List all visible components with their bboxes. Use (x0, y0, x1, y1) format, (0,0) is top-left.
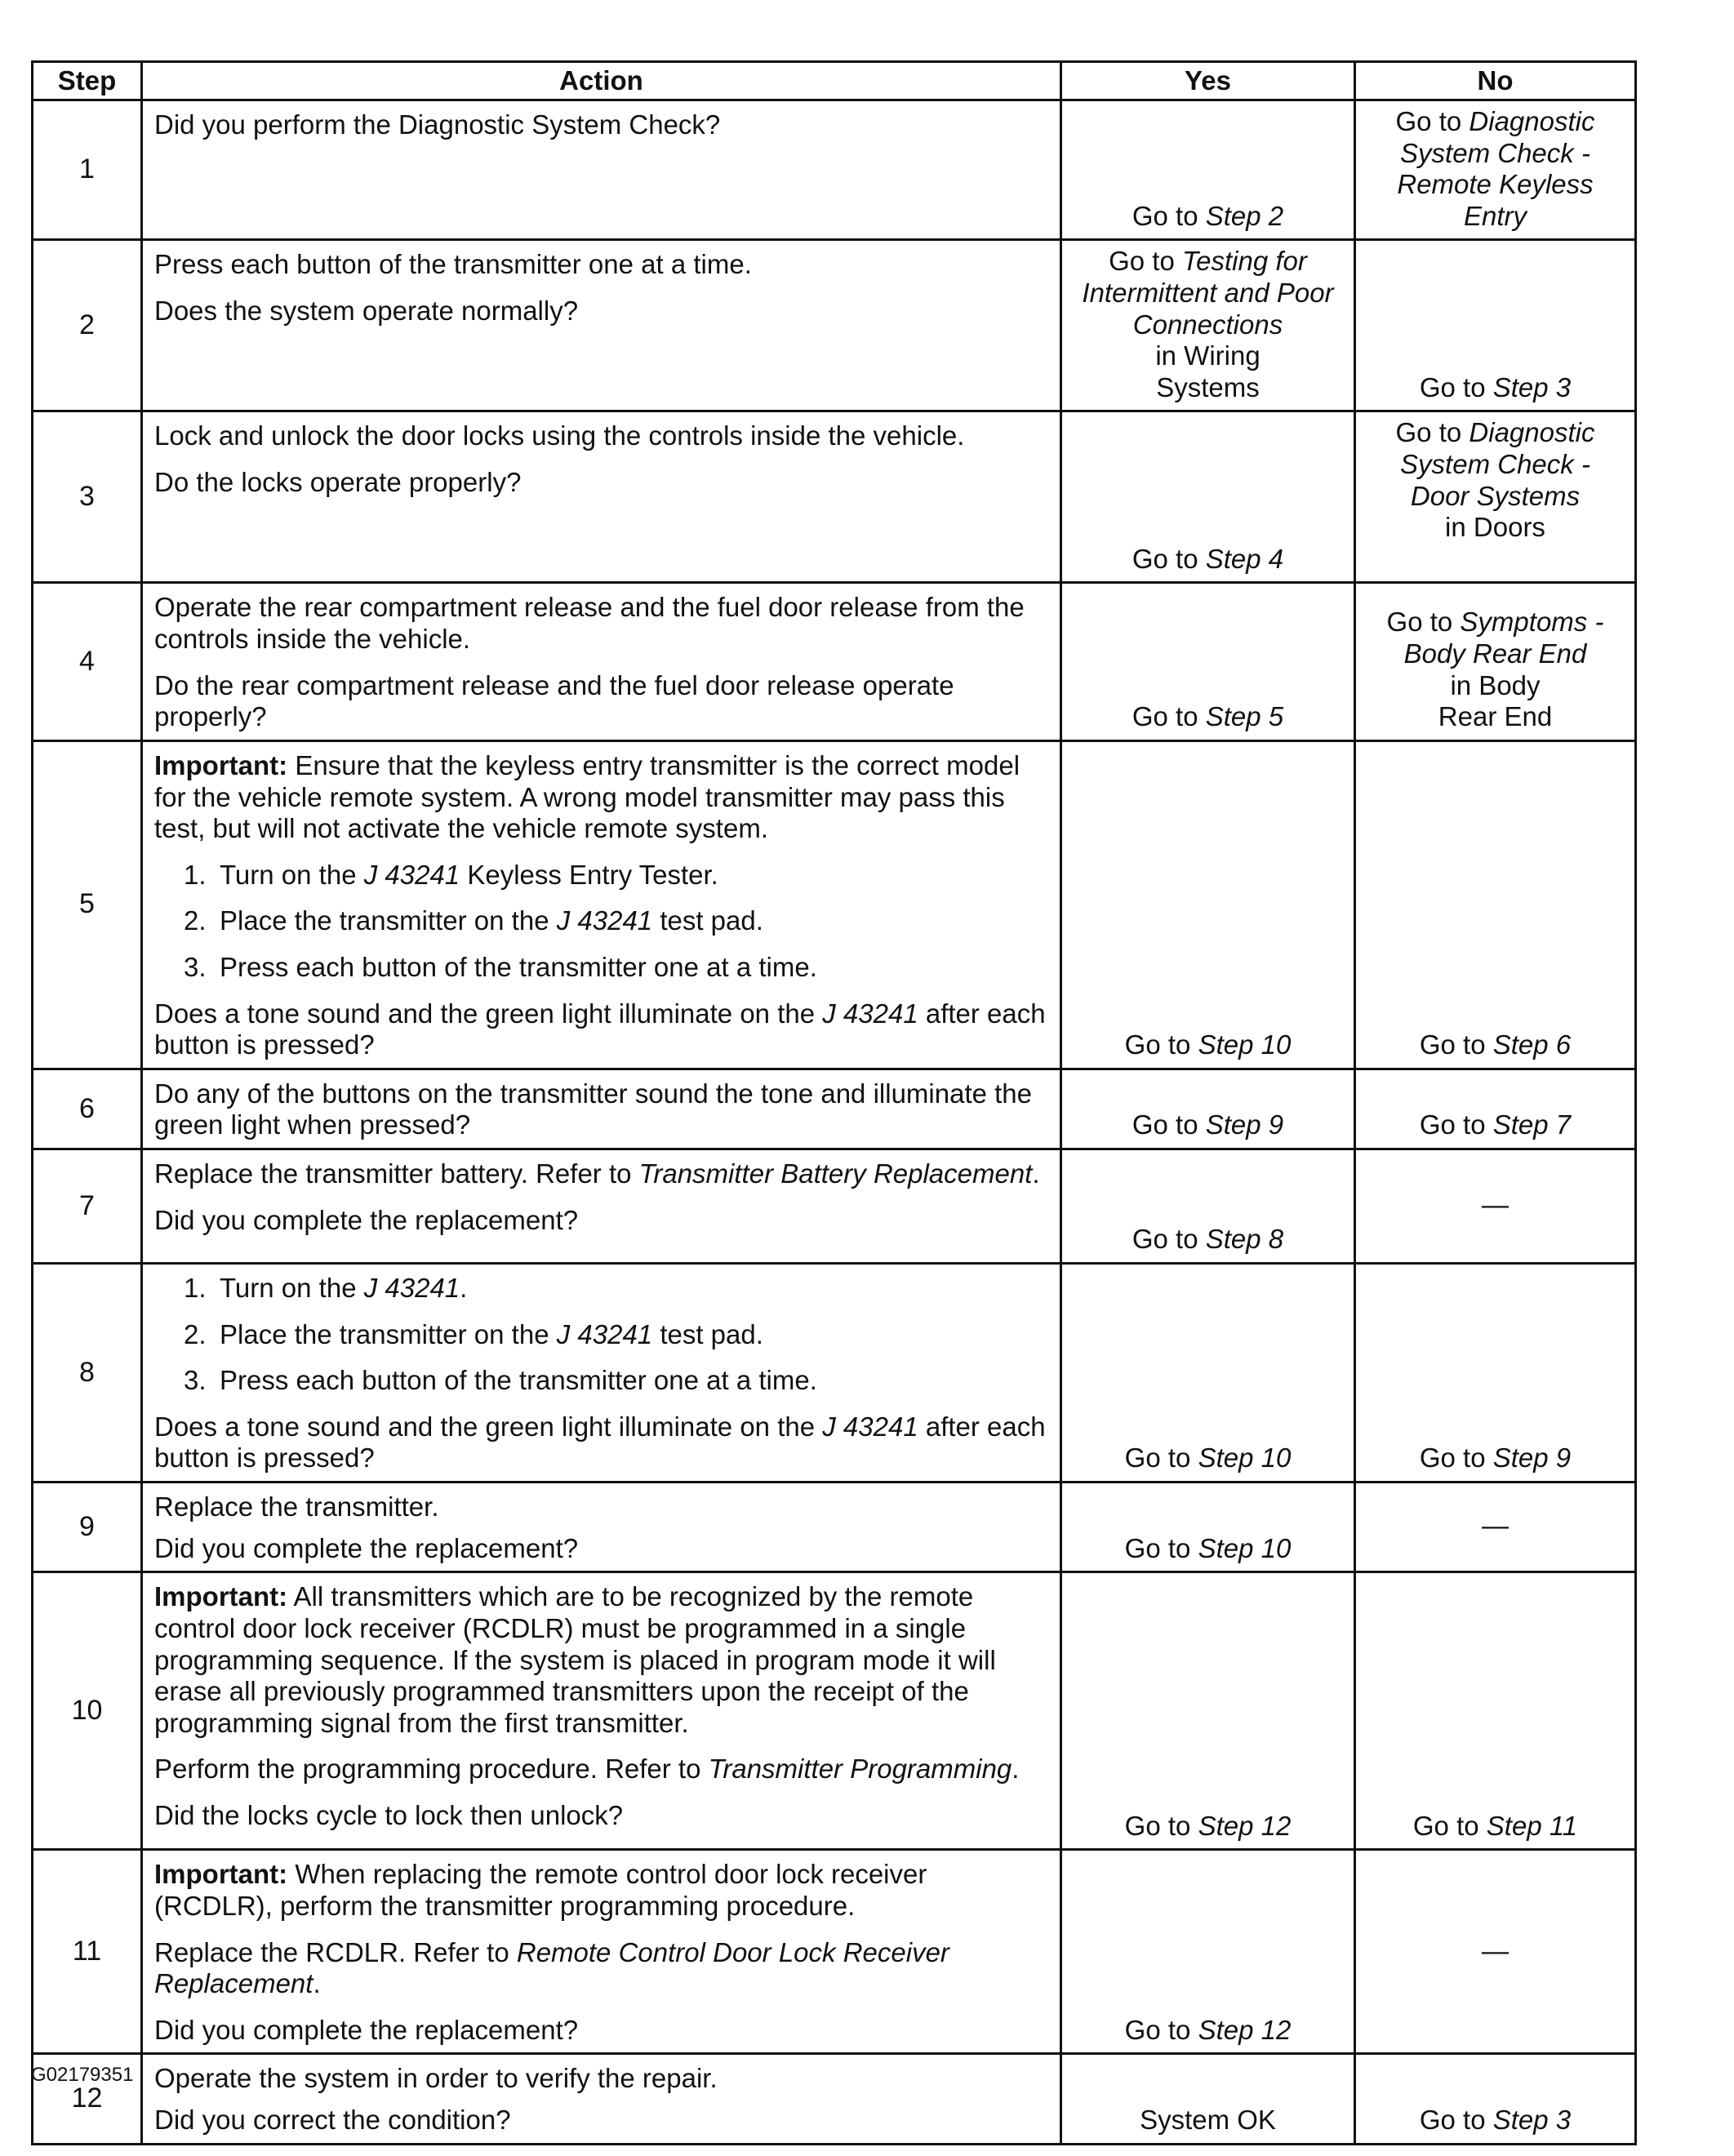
no-cell (1355, 1572, 1636, 1850)
reference-link[interactable]: Diagnostic (1469, 417, 1595, 448)
header-action: Action (142, 62, 1061, 100)
action-cell (142, 583, 1061, 740)
action-text (154, 1158, 1048, 1190)
action-cell (142, 2054, 1061, 2144)
step-link[interactable]: Step 8 (1205, 1224, 1284, 1255)
yes-text: Go to (1124, 1443, 1198, 1474)
action-question: Did the locks cycle to lock then unlock? (154, 1799, 624, 1830)
question-text: after each button is pressed? (154, 1411, 1046, 1474)
action-question: Did you complete the replacement? (154, 1204, 579, 1235)
action-text (154, 1754, 1048, 1785)
tool-reference: J 43241 (822, 998, 918, 1029)
no-text: Go to (1419, 1443, 1493, 1474)
important-text: Ensure that the keyless entry transmitter is the correct model for the vehicle remote system. A wrong model transmitter may pass this test, but will not activate the vehicle remote system. (154, 749, 1020, 844)
action-text (154, 1937, 1048, 2000)
action-question: Did you complete the replacement? (154, 1532, 579, 1563)
action-question: Do any of the buttons on the transmitter sound the tone and illuminate the green light when pressed? (154, 1078, 1033, 1140)
yes-text: Systems (1156, 371, 1260, 402)
action-question: Do the rear compartment release and the fuel door release operate properly? (154, 669, 954, 732)
no-cell (1355, 1850, 1636, 2054)
list-item (154, 1319, 1048, 1351)
reference-link[interactable]: Testing for (1182, 246, 1307, 277)
step-link[interactable]: Step 12 (1198, 2014, 1292, 2045)
list-number: 3. (184, 1365, 207, 1396)
yes-cell (1061, 1149, 1355, 1264)
table-row (33, 1264, 1636, 1483)
question-text: Does a tone sound and the green light illuminate on the (154, 1411, 823, 1442)
important-note (154, 1859, 1048, 1922)
table-row (33, 100, 1636, 240)
action-cell (142, 100, 1061, 240)
step-link[interactable]: Step 5 (1205, 701, 1284, 732)
no-cell (1355, 240, 1636, 411)
step-link[interactable]: Step 3 (1492, 371, 1572, 402)
action-segment: . (313, 1968, 321, 1999)
action-cell (142, 411, 1061, 583)
step-link[interactable]: Step 6 (1492, 1029, 1572, 1060)
list-item (154, 952, 1048, 984)
important-note (154, 1581, 1048, 1739)
step-number: 1 (33, 100, 142, 240)
yes-text: Go to (1124, 1029, 1198, 1060)
action-question (154, 998, 1048, 1061)
dash-text: — (1482, 1510, 1509, 1541)
no-cell (1355, 1264, 1636, 1483)
reference-link[interactable]: Diagnostic (1469, 106, 1595, 136)
tool-reference: J 43241 (556, 1318, 653, 1349)
yes-text: Go to (1109, 246, 1182, 277)
important-label: Important: (154, 1859, 288, 1890)
action-question: Do the locks operate properly? (154, 467, 522, 498)
no-text: Go to (1419, 1029, 1493, 1060)
no-text: in Doors (1445, 512, 1545, 543)
action-question: Did you correct the condition? (154, 2104, 511, 2135)
no-text: Go to (1412, 1810, 1487, 1841)
yes-cell (1061, 1850, 1355, 2054)
action-segment: . (1012, 1754, 1020, 1785)
list-text: Press each button of the transmitter one at a time. (220, 951, 817, 982)
question-text: after each button is pressed? (154, 998, 1046, 1060)
list-number: 2. (184, 905, 207, 936)
action-cell (142, 1264, 1061, 1483)
step-number: 10 (33, 1572, 142, 1850)
list-text: Place the transmitter on the (220, 1318, 557, 1349)
reference-link[interactable]: Symptoms - (1460, 607, 1604, 638)
step-number: 11 (33, 1850, 142, 2054)
step-number: 4 (33, 583, 142, 740)
list-text: . (460, 1273, 468, 1304)
reference-link[interactable]: Entry (1463, 200, 1527, 231)
no-cell (1355, 1069, 1636, 1149)
no-cell (1355, 100, 1636, 240)
no-text: Go to (1386, 607, 1461, 638)
action-cell (142, 1572, 1061, 1850)
no-cell (1355, 583, 1636, 740)
figure-id: G02179351 (31, 2064, 134, 2086)
step-link[interactable]: Step 9 (1205, 1109, 1284, 1140)
list-number: 2. (184, 1318, 207, 1349)
action-text: Did you perform the Diagnostic System Check? (154, 109, 721, 140)
list-text: Press each button of the transmitter one at a time. (220, 1365, 817, 1396)
reference-link[interactable]: System Check - (1400, 137, 1590, 168)
list-text: test pad. (652, 1318, 763, 1349)
action-cell (142, 1850, 1061, 2054)
yes-cell (1061, 411, 1355, 583)
list-item (154, 1365, 1048, 1397)
step-number: 7 (33, 1149, 142, 1264)
table-row (33, 1850, 1636, 2054)
important-label: Important: (154, 749, 288, 780)
yes-text: Go to (1132, 701, 1206, 732)
table-row (33, 1069, 1636, 1149)
header-no: No (1355, 62, 1636, 100)
diagnostic-table (31, 60, 1637, 2145)
list-item (154, 905, 1048, 937)
step-link[interactable]: Step 11 (1486, 1810, 1578, 1841)
step-number: 2 (33, 240, 142, 411)
action-segment: . (1032, 1158, 1040, 1189)
yes-text: Go to (1124, 2014, 1198, 2045)
no-text: Go to (1419, 371, 1493, 402)
yes-cell (1061, 740, 1355, 1069)
action-text: Operate the system in order to verify the repair. (154, 2063, 718, 2094)
reference-link[interactable]: Transmitter Programming (708, 1754, 1012, 1785)
list-item (154, 860, 1048, 891)
action-text: Press each button of the transmitter one at a time. (154, 249, 752, 280)
no-text: Go to (1395, 106, 1469, 136)
action-question (154, 1411, 1048, 1474)
step-link[interactable]: Step 9 (1492, 1443, 1572, 1474)
dash-text: — (1482, 1935, 1509, 1966)
reference-link[interactable]: Body Rear End (1403, 638, 1587, 669)
action-question: Does the system operate normally? (154, 296, 579, 327)
header-row (33, 62, 1636, 100)
tool-reference: J 43241 (363, 859, 460, 890)
step-link[interactable]: Step 10 (1198, 1443, 1292, 1474)
reference-link[interactable]: Connections (1132, 309, 1283, 340)
reference-link[interactable]: Intermittent and Poor (1082, 278, 1334, 309)
step-number: 6 (33, 1069, 142, 1149)
reference-link[interactable]: System Check - (1400, 449, 1590, 480)
step-link[interactable]: Step 12 (1198, 1810, 1292, 1841)
table-row (33, 240, 1636, 411)
list-text: Place the transmitter on the (220, 905, 557, 936)
step-link[interactable]: Step 3 (1492, 2104, 1572, 2135)
reference-link[interactable]: Door Systems (1410, 480, 1581, 511)
yes-cell (1061, 1264, 1355, 1483)
action-text: Operate the rear compartment release and the fuel door release from the controls inside the vehicle. (154, 592, 1025, 655)
step-link[interactable]: Step 2 (1205, 200, 1284, 231)
action-text: Lock and unlock the door locks using the controls inside the vehicle. (154, 420, 965, 451)
list-text: Turn on the (220, 859, 364, 890)
step-number: 12 (33, 2054, 142, 2144)
action-cell (142, 1149, 1061, 1264)
tool-reference: J 43241 (556, 905, 653, 936)
diagnostic-table-container (31, 60, 1634, 2145)
important-label: Important: (154, 1581, 288, 1612)
no-cell (1355, 740, 1636, 1069)
table-row (33, 1149, 1636, 1264)
important-note (154, 750, 1048, 845)
no-text: Go to (1419, 1109, 1493, 1140)
action-segment: Replace the RCDLR. Refer to (154, 1936, 517, 1967)
list-item (154, 1273, 1048, 1305)
step-number: 9 (33, 1483, 142, 1572)
table-row (33, 1483, 1636, 1572)
yes-text: Go to (1132, 1224, 1206, 1255)
header-step: Step (33, 62, 142, 100)
dash-text: — (1482, 1189, 1509, 1220)
no-text: Go to (1395, 417, 1469, 448)
action-cell (142, 740, 1061, 1069)
action-segment: Perform the programming procedure. Refer to (154, 1754, 709, 1785)
yes-cell (1061, 1572, 1355, 1850)
action-segment: Replace the transmitter battery. Refer to (154, 1158, 639, 1189)
yes-text: in Wiring (1155, 340, 1260, 371)
list-number: 1. (184, 859, 207, 890)
list-text: Keyless Entry Tester. (460, 859, 718, 890)
list-number: 1. (184, 1273, 207, 1304)
tool-reference: J 43241 (363, 1273, 460, 1304)
yes-cell (1061, 100, 1355, 240)
step-link[interactable]: Step 7 (1492, 1109, 1572, 1140)
yes-text: Go to (1132, 1109, 1206, 1140)
no-cell (1355, 2054, 1636, 2144)
important-text: When replacing the remote control door lock receiver (RCDLR), perform the transmitter programming procedure. (154, 1859, 927, 1921)
action-cell (142, 1483, 1061, 1572)
no-text: Rear End (1438, 701, 1553, 732)
step-number: 8 (33, 1264, 142, 1483)
tool-reference: J 43241 (822, 1411, 918, 1442)
question-text: Does a tone sound and the green light illuminate on the (154, 998, 823, 1029)
list-text: Turn on the (220, 1273, 364, 1304)
reference-link[interactable]: Transmitter Battery Replacement (638, 1158, 1033, 1189)
step-number: 5 (33, 740, 142, 1069)
yes-cell (1061, 1069, 1355, 1149)
step-link[interactable]: Step 4 (1205, 543, 1284, 574)
yes-text: System OK (1140, 2104, 1276, 2135)
table-row (33, 583, 1636, 740)
reference-link[interactable]: Remote Control Door Lock Receiver Replacement (154, 1936, 949, 1999)
action-text: Replace the transmitter. (154, 1491, 439, 1523)
yes-text: Go to (1124, 1532, 1198, 1563)
yes-cell (1061, 1483, 1355, 1572)
no-text: in Body (1450, 669, 1541, 700)
table-row (33, 740, 1636, 1069)
yes-cell (1061, 240, 1355, 411)
yes-text: Go to (1132, 543, 1206, 574)
no-cell (1355, 411, 1636, 583)
action-cell (142, 240, 1061, 411)
list-text: test pad. (652, 905, 763, 936)
action-question: Did you complete the replacement? (154, 2014, 579, 2045)
table-row (33, 1572, 1636, 1850)
step-link[interactable]: Step 10 (1198, 1532, 1292, 1563)
header-yes: Yes (1061, 62, 1355, 100)
no-text: Go to (1419, 2104, 1493, 2135)
table-row (33, 411, 1636, 583)
list-number: 3. (184, 951, 207, 982)
no-cell (1355, 1483, 1636, 1572)
important-text: All transmitters which are to be recognized by the remote control door lock receiver (RCDLR) must be programmed in a single programming sequence. If the system is placed in program mode it will erase all previously programmed transmitters upon the receipt of the programming signal from the first transmitter. (154, 1581, 996, 1738)
no-cell (1355, 1149, 1636, 1264)
action-cell (142, 1069, 1061, 1149)
table-row (33, 2054, 1636, 2144)
step-link[interactable]: Step 10 (1198, 1029, 1292, 1060)
reference-link[interactable]: Remote Keyless (1397, 169, 1594, 200)
yes-text: Go to (1132, 200, 1206, 231)
yes-cell (1061, 2054, 1355, 2144)
step-number: 3 (33, 411, 142, 583)
yes-text: Go to (1124, 1810, 1198, 1841)
yes-cell (1061, 583, 1355, 740)
